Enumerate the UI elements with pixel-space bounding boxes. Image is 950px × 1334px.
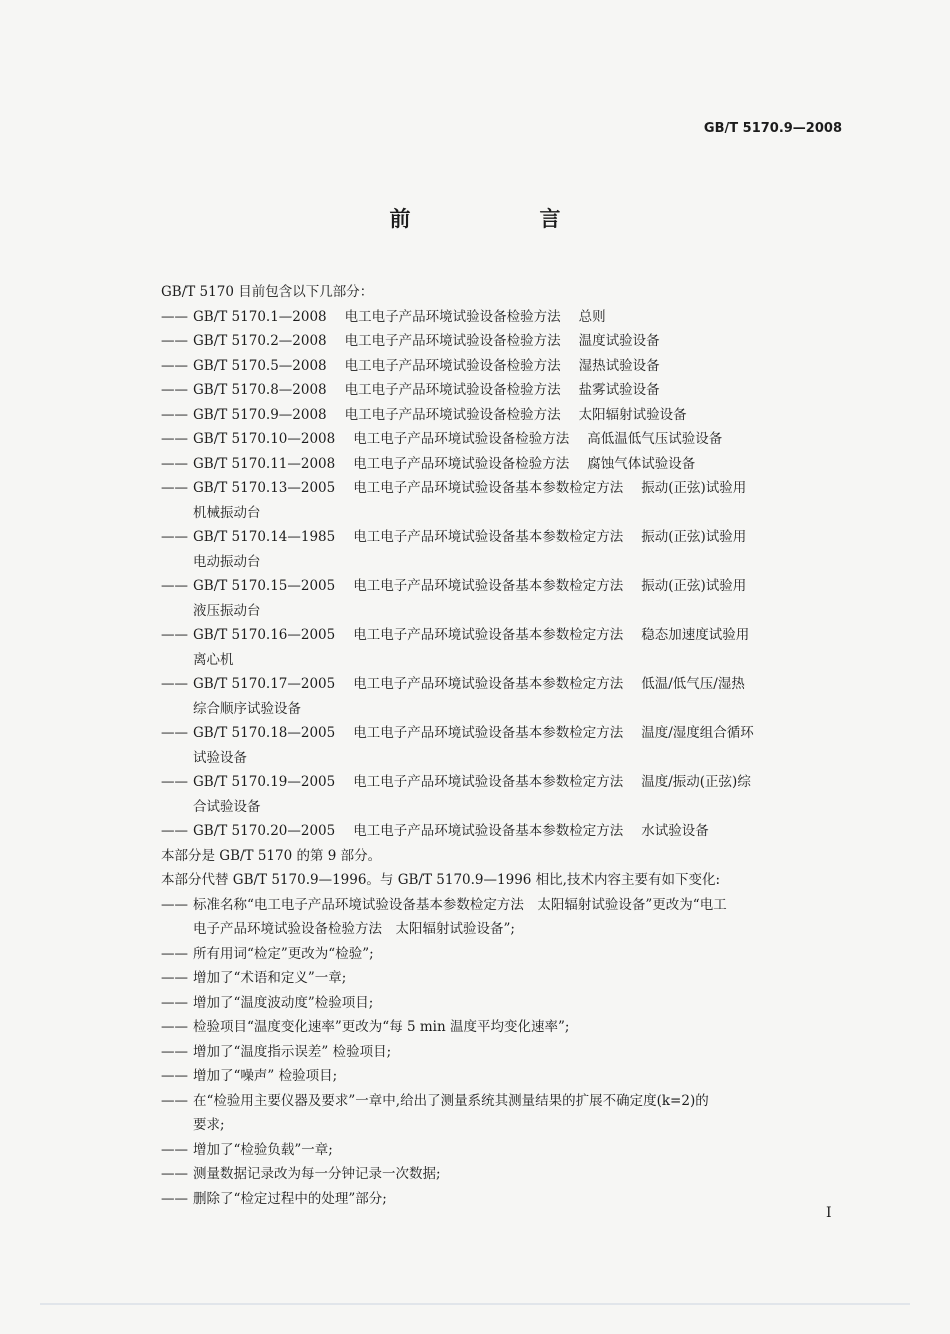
part-item	[161, 378, 851, 403]
part-item	[161, 354, 851, 379]
dash: ——	[161, 627, 188, 643]
part-row	[193, 403, 851, 428]
change-item	[161, 1162, 851, 1187]
part-subject: 湿热试验设备	[578, 357, 660, 374]
change-item	[161, 1064, 851, 1089]
part-row	[193, 672, 851, 697]
dash: ——	[161, 431, 188, 447]
dash: ——	[161, 725, 188, 741]
part-code: GB/T 5170.11—2008	[193, 455, 336, 472]
part-item	[161, 672, 851, 721]
part-subject: 总则	[578, 308, 606, 325]
part-text	[193, 721, 851, 770]
dash: ——	[161, 578, 188, 594]
change-item	[161, 966, 851, 991]
intro-text: GB/T 5170 目前包含以下几部分：	[161, 284, 374, 300]
part-name: 电工电子产品环境试验设备基本参数检定方法	[353, 725, 624, 741]
part-name: 电工电子产品环境试验设备检验方法	[344, 357, 561, 374]
change-line-cont: 要求;	[193, 1117, 225, 1133]
dash: ——	[161, 970, 188, 986]
part-text	[193, 354, 851, 379]
part-code: GB/T 5170.14—1985	[193, 529, 336, 545]
part-subject-cont: 电动振动台	[193, 553, 261, 570]
part-subject: 盐雾试验设备	[578, 382, 660, 398]
change-line-cont: 电子产品环境试验设备检验方法 太阳辐射试验设备”;	[193, 921, 515, 937]
dash: ——	[161, 676, 188, 692]
change-text	[193, 1040, 851, 1065]
part-code: GB/T 5170.16—2005	[193, 627, 336, 643]
dash: ——	[161, 382, 188, 398]
part-subject-cont: 试验设备	[193, 749, 247, 766]
part-name: 电工电子产品环境试验设备基本参数检定方法	[353, 823, 624, 839]
part-subject: 稳态加速度试验用	[641, 627, 750, 643]
dash: ——	[161, 774, 188, 790]
part-row	[193, 721, 851, 746]
dash: ——	[161, 529, 188, 545]
part-text	[193, 819, 851, 844]
parts-list	[161, 305, 851, 844]
change-item	[161, 942, 851, 967]
part-item	[161, 403, 851, 428]
part-subject-cont: 合试验设备	[193, 798, 261, 815]
part-name: 电工电子产品环境试验设备基本参数检定方法	[353, 578, 624, 594]
part-code: GB/T 5170.18—2005	[193, 725, 336, 741]
part-row	[193, 574, 851, 599]
change-line: 检验项目“温度变化速率”更改为“每 5 min 温度平均变化速率”;	[193, 1019, 570, 1035]
part-row	[193, 452, 851, 477]
change-text	[193, 1064, 851, 1089]
part-subject: 水试验设备	[641, 823, 709, 839]
change-text	[193, 1162, 851, 1187]
change-line: 增加了“检验负载”一章;	[193, 1141, 333, 1158]
dash: ——	[161, 1019, 188, 1035]
part-subject: 振动(正弦)试验用	[641, 480, 747, 496]
part-name: 电工电子产品环境试验设备基本参数检定方法	[353, 480, 624, 496]
dash: ——	[161, 994, 188, 1011]
dash: ——	[161, 1043, 188, 1060]
part-name: 电工电子产品环境试验设备检验方法	[353, 431, 570, 447]
part-row	[193, 819, 851, 844]
change-item	[161, 1138, 851, 1163]
change-line: 增加了“噪声” 检验项目;	[193, 1068, 338, 1084]
part-subject: 温度试验设备	[578, 333, 660, 349]
part-text	[193, 672, 851, 721]
change-text	[193, 942, 851, 967]
part-row	[193, 770, 851, 795]
part-code: GB/T 5170.10—2008	[193, 431, 336, 447]
change-line: 删除了“检定过程中的处理”部分;	[193, 1190, 387, 1207]
part-name: 电工电子产品环境试验设备检验方法	[353, 455, 570, 472]
part-item	[161, 721, 851, 770]
dash: ——	[161, 480, 188, 496]
part-subject-cont: 综合顺序试验设备	[193, 700, 301, 717]
part-code: GB/T 5170.2—2008	[193, 333, 327, 349]
part-subject-cont: 液压振动台	[193, 602, 261, 619]
dash: ——	[161, 1141, 188, 1158]
part-item	[161, 525, 851, 574]
change-text	[193, 1089, 851, 1138]
dash: ——	[161, 1190, 188, 1207]
part-text	[193, 476, 851, 525]
change-line: 增加了“温度波动度”检验项目;	[193, 994, 374, 1011]
part-name: 电工电子产品环境试验设备基本参数检定方法	[353, 529, 624, 545]
part-row	[193, 525, 851, 550]
part-code: GB/T 5170.19—2005	[193, 774, 336, 790]
part-item	[161, 305, 851, 330]
part-text	[193, 378, 851, 403]
part-statement: 本部分是 GB/T 5170 的第 9 部分。	[161, 847, 382, 864]
part-item	[161, 427, 851, 452]
part-name: 电工电子产品环境试验设备检验方法	[344, 406, 561, 423]
change-line: 标准名称“电工电子产品环境试验设备基本参数检定方法 太阳辐射试验设备”更改为“电工	[193, 896, 727, 913]
changes-list	[161, 893, 851, 1212]
change-line: 所有用词“检定”更改为“检验”;	[193, 945, 374, 962]
part-row	[193, 378, 851, 403]
change-text	[193, 991, 851, 1016]
part-subject-cont: 离心机	[193, 651, 234, 668]
part-row	[193, 476, 851, 501]
page-title: 前 言	[389, 207, 615, 231]
part-row	[193, 354, 851, 379]
change-line: 在“检验用主要仪器及要求”一章中,给出了测量系统其测量结果的扩展不确定度(k=2)的	[193, 1092, 709, 1109]
part-row	[193, 305, 851, 330]
dash: ——	[161, 455, 188, 472]
part-name: 电工电子产品环境试验设备检验方法	[344, 382, 561, 398]
replace-statement: 本部分代替 GB/T 5170.9—1996。与 GB/T 5170.9—1996 相比,技术内容主要有如下变化:	[161, 872, 720, 888]
change-text	[193, 893, 851, 942]
page-number: I	[826, 1205, 832, 1221]
part-name: 电工电子产品环境试验设备检验方法	[344, 333, 561, 349]
part-name: 电工电子产品环境试验设备基本参数检定方法	[353, 676, 624, 692]
part-item	[161, 476, 851, 525]
part-code: GB/T 5170.8—2008	[193, 382, 327, 398]
part-subject: 高低温低气压试验设备	[587, 431, 723, 447]
part-item	[161, 452, 851, 477]
dash: ——	[161, 308, 188, 325]
part-item	[161, 819, 851, 844]
part-text	[193, 574, 851, 623]
change-item	[161, 1187, 851, 1212]
part-item	[161, 329, 851, 354]
part-item	[161, 574, 851, 623]
part-text	[193, 305, 851, 330]
change-item	[161, 991, 851, 1016]
standard-code: GB/T 5170.9—2008	[703, 121, 842, 136]
change-text	[193, 1187, 851, 1212]
part-code: GB/T 5170.9—2008	[193, 406, 327, 423]
part-text	[193, 623, 851, 672]
change-line: 测量数据记录改为每一分钟记录一次数据;	[193, 1166, 441, 1182]
change-text	[193, 966, 851, 991]
part-subject: 温度/振动(正弦)综	[641, 774, 751, 790]
part-row	[193, 623, 851, 648]
part-subject-cont: 机械振动台	[193, 504, 261, 521]
part-code: GB/T 5170.17—2005	[193, 676, 336, 692]
part-code: GB/T 5170.15—2005	[193, 578, 336, 594]
scan-edge	[40, 1303, 910, 1305]
document-body	[161, 280, 851, 1211]
dash: ——	[161, 823, 188, 839]
part-text	[193, 770, 851, 819]
part-code: GB/T 5170.20—2005	[193, 823, 336, 839]
part-row	[193, 329, 851, 354]
dash: ——	[161, 406, 188, 423]
change-line: 增加了“术语和定义”一章;	[193, 970, 347, 986]
dash: ——	[161, 896, 188, 913]
part-text	[193, 525, 851, 574]
change-item	[161, 1089, 851, 1138]
part-name: 电工电子产品环境试验设备检验方法	[344, 308, 561, 325]
part-text	[193, 427, 851, 452]
dash: ——	[161, 1166, 188, 1182]
dash: ——	[161, 357, 188, 374]
change-item	[161, 1040, 851, 1065]
part-subject: 低温/低气压/湿热	[641, 676, 745, 692]
part-subject: 振动(正弦)试验用	[641, 578, 747, 594]
part-code: GB/T 5170.13—2005	[193, 480, 336, 496]
part-name: 电工电子产品环境试验设备基本参数检定方法	[353, 774, 624, 790]
part-code: GB/T 5170.1—2008	[193, 308, 327, 325]
part-text	[193, 329, 851, 354]
part-item	[161, 623, 851, 672]
change-line: 增加了“温度指示误差” 检验项目;	[193, 1043, 392, 1060]
dash: ——	[161, 1092, 188, 1109]
part-text	[193, 403, 851, 428]
change-text	[193, 1138, 851, 1163]
change-text	[193, 1015, 851, 1040]
part-subject: 太阳辐射试验设备	[578, 406, 687, 423]
part-item	[161, 770, 851, 819]
dash: ——	[161, 945, 188, 962]
change-item	[161, 893, 851, 942]
part-row	[193, 427, 851, 452]
part-text	[193, 452, 851, 477]
dash: ——	[161, 333, 188, 349]
part-subject: 温度/湿度组合循环	[641, 725, 754, 741]
part-subject: 振动(正弦)试验用	[641, 529, 747, 545]
part-code: GB/T 5170.5—2008	[193, 357, 327, 374]
part-subject: 腐蚀气体试验设备	[587, 455, 696, 472]
change-item	[161, 1015, 851, 1040]
part-name: 电工电子产品环境试验设备基本参数检定方法	[353, 627, 624, 643]
dash: ——	[161, 1068, 188, 1084]
